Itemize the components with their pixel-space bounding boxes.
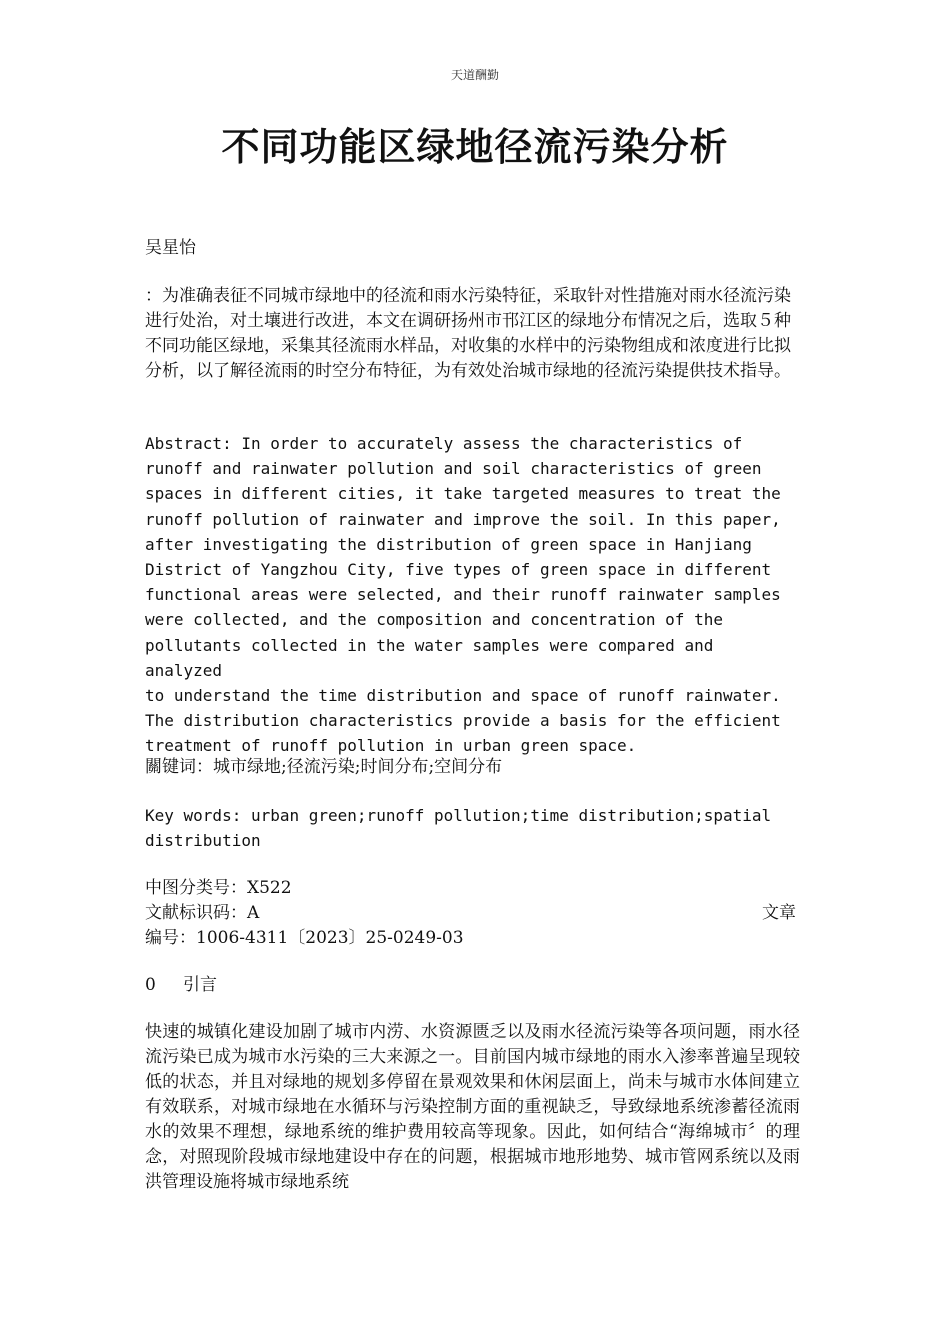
section-title: 引言: [183, 975, 217, 995]
article-number: 编号：1006-4311〔2023〕25-0249-03: [145, 928, 464, 948]
section-number: 0: [145, 975, 156, 995]
article-label: 文章: [762, 903, 796, 923]
abstract-chinese: ：为准确表征不同城市绿地中的径流和雨水污染特征，采取针对性措施对雨水径流污染进行处治，对土壤进行改进，本文在调研扬州市邗江区的绿地分布情况之后，选取５种不同功能区绿地，采集其径流雨水样品，对收集的水样中的污染物组成和浓度进行比拟分析，以了解径流雨的时空分布特征，为有效处治城市绿地的径流污染提供技术指导。: [145, 286, 791, 381]
keywords-english: Key words: urban green;runoff pollution;time distribution;spatial distribution: [145, 806, 772, 851]
author-name: 吴星怡: [145, 238, 196, 258]
keywords-chinese: 關键词：城市绿地;径流污染;时间分布;空间分布: [145, 757, 503, 777]
section-heading: [145, 973, 800, 998]
article-metadata: [145, 876, 800, 951]
header-mark: 天道酬勤: [450, 68, 499, 82]
clc-number: 中图分类号：X522: [145, 878, 292, 898]
document-code: 文献标识码：A: [145, 903, 260, 923]
document-title: 不同功能区绿地径流污染分析: [221, 124, 729, 169]
abstract-english: Abstract: In order to accurately assess the characteristics of runoff and rainwater pollution and soil characteristics of green spaces in different cities, it take targeted measures to treat the runoff pollution of rainwater and improve the soil. In this paper, after investigating the distribution of green space in Hanjiang District of Yangzhou City, five types of green space in different functional areas were selected, and their runoff rainwater samples were collected, and the composition and concentration of the pollutants collected in the water samples were compared and analyzed to understand the time distribution and space of runoff rainwater. The distribution characteristics provide a basis for the efficient treatment of runoff pollution in urban green space.: [145, 434, 781, 756]
body-paragraph: 快速的城镇化建设加剧了城市内涝、水资源匮乏以及雨水径流污染等各项问题，雨水径流污染已成为城市水污染的三大来源之一。目前国内城市绿地的雨水入渗率普遍呈现较低的状态，并且对绿地的规划多停留在景观效果和休闲层面上，尚未与城市水体间建立有效联系，对城市绿地在水循环与污染控制方面的重视缺乏，导致绿地系统渗蓄径流雨水的效果不理想，绿地系统的维护费用较高等现象。因此，如何结合“海绵城市〞的理念，对照现阶段城市绿地建设中存在的问题，根据城市地形地势、城市管网系统以及雨洪管理设施将城市绿地系统: [145, 1022, 800, 1192]
